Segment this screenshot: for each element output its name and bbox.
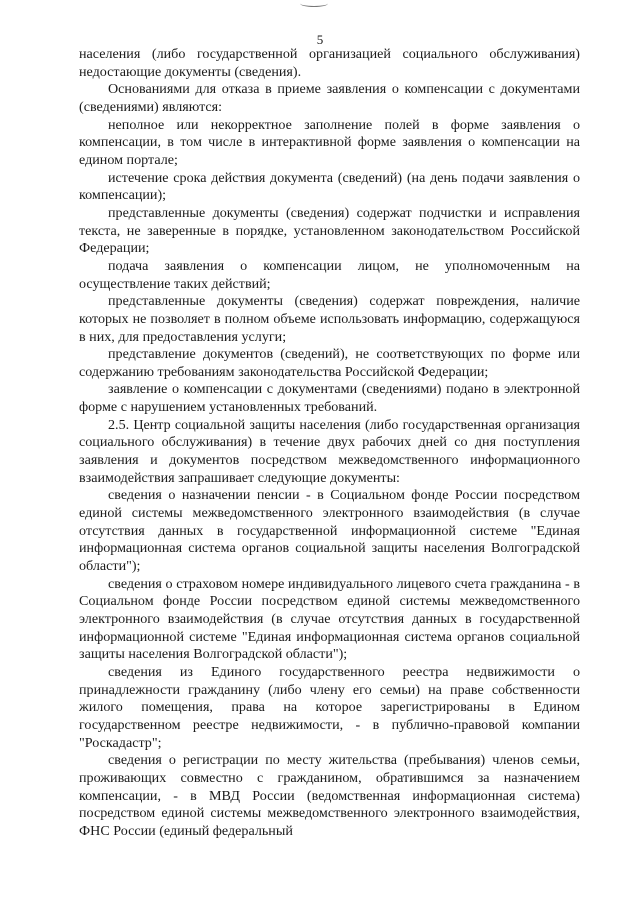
paragraph-4: истечение срока действия документа (сведений) (на день подачи заявления о компенсации); xyxy=(79,169,580,204)
paragraph-10: 2.5. Центр социальной защиты населения (либо государственная организация социального обслуживания) в течение двух рабочих дней со дня поступления заявления и документов посредством межведомственного информационного взаимодействия запрашивает следующие документы: xyxy=(79,416,580,486)
page-number: 5 xyxy=(316,32,324,47)
paragraph-13: сведения из Единого государственного реестра недвижимости о принадлежности гражданину (либо члену его семьи) на праве собственности жилого помещения, права на которое зарегистрированы в Едином государственном реестре недвижимости, - в публично-правовой компании "Роскадастр"; xyxy=(79,663,580,751)
paragraph-7: представленные документы (сведения) содержат повреждения, наличие которых не позволяет в полном объеме использовать информацию, содержащуюся в них, для предоставления услуги; xyxy=(79,293,580,345)
document-body xyxy=(79,46,580,841)
paragraph-6: подача заявления о компенсации лицом, не уполномоченным на осуществление таких действий; xyxy=(79,257,580,292)
paragraph-11: сведения о назначении пенсии - в Социальном фонде России посредством единой системы межведомственного электронного взаимодействия (в случае отсутствия данных в государственной информационной системе "Единая информационная система органов социальной защиты населения Волгоградской области"); xyxy=(79,487,580,575)
paragraph-9: заявление о компенсации с документами (сведениями) подано в электронной форме с нарушением установленных требований. xyxy=(79,381,580,416)
paragraph-12: сведения о страховом номере индивидуального лицевого счета гражданина - в Социальном фонде России посредством единой системы межведомственного электронного взаимодействия (в случае отсутствия данных в государственной информационной системе "Единая информационная система органов социальной защиты населения Волгоградской области"); xyxy=(79,575,580,663)
paragraph-1: населения (либо государственной организацией социального обслуживания) недостающие документы (сведения). xyxy=(79,46,580,80)
paragraph-8: представление документов (сведений), не соответствующих по форме или содержанию требованиям законодательства Российской Федерации; xyxy=(79,346,580,380)
paragraph-14: сведения о регистрации по месту жительства (пребывания) членов семьи, проживающих совместно с гражданином, обратившимся за назначением компенсации, - в МВД России (ведомственная информационная система) посредством единой системы межведомственного электронного взаимодействия, ФНС России (единый федеральный xyxy=(79,752,580,839)
page-top-mark xyxy=(300,0,328,7)
paragraph-5: представленные документы (сведения) содержат подчистки и исправления текста, не заверенные в порядке, установленном законодательством Российской Федерации; xyxy=(79,204,580,257)
paragraph-2: Основаниями для отказа в приеме заявления о компенсации с документами (сведениями) являются: xyxy=(79,81,580,115)
paragraph-3: неполное или некорректное заполнение полей в форме заявления о компенсации, в том числе в интерактивной форме заявления о компенсации на едином портале; xyxy=(79,116,580,168)
